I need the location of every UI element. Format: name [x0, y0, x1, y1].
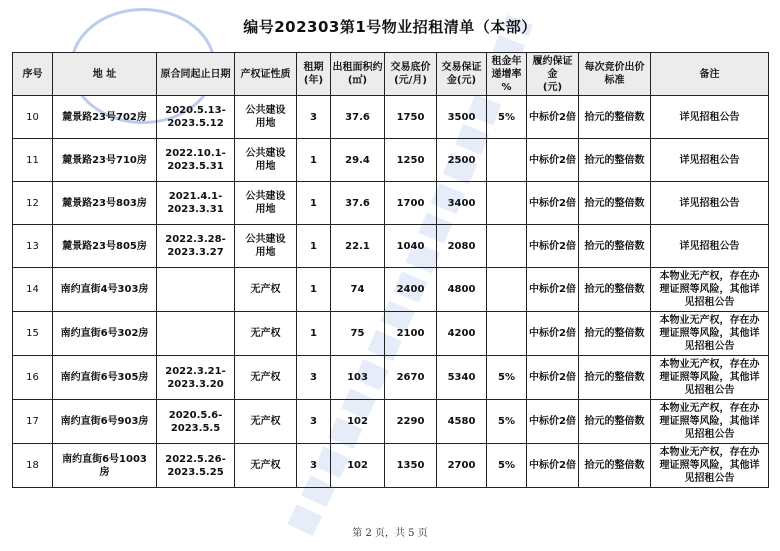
row-index: 15	[13, 312, 53, 356]
row-increase-rate	[487, 182, 527, 225]
row-performance-deposit: 中标价2倍	[527, 96, 579, 139]
row-performance-deposit: 中标价2倍	[527, 182, 579, 225]
row-remarks: 本物业无产权，存在办 理证照等风险，其他详 见招租公告	[651, 444, 769, 488]
header-contract-dates: 原合同起止日期	[157, 53, 235, 96]
row-property-cert: 无产权	[235, 400, 297, 444]
row-area: 74	[331, 268, 385, 312]
row-index: 16	[13, 356, 53, 400]
row-contract-dates	[157, 268, 235, 312]
row-performance-deposit: 中标价2倍	[527, 268, 579, 312]
row-base-price: 1750	[385, 96, 437, 139]
row-deposit: 3400	[437, 182, 487, 225]
table-row	[13, 225, 769, 268]
row-bid-standard: 拾元的整倍数	[579, 268, 651, 312]
row-area: 102	[331, 400, 385, 444]
row-address: 麓景路23号710房	[53, 139, 157, 182]
row-property-cert: 公共建设 用地	[235, 225, 297, 268]
row-remarks: 本物业无产权，存在办 理证照等风险，其他详 见招租公告	[651, 268, 769, 312]
row-address: 麓景路23号803房	[53, 182, 157, 225]
row-bid-standard: 拾元的整倍数	[579, 356, 651, 400]
row-contract-dates: 2021.4.1- 2023.3.31	[157, 182, 235, 225]
row-index: 12	[13, 182, 53, 225]
row-contract-dates: 2020.5.6- 2023.5.5	[157, 400, 235, 444]
row-increase-rate	[487, 139, 527, 182]
row-increase-rate	[487, 268, 527, 312]
row-index: 17	[13, 400, 53, 444]
row-area: 37.6	[331, 182, 385, 225]
table-row	[13, 268, 769, 312]
row-address: 南约直街6号305房	[53, 356, 157, 400]
row-term: 3	[297, 96, 331, 139]
row-address: 南约直街6号1003 房	[53, 444, 157, 488]
row-deposit: 4800	[437, 268, 487, 312]
row-base-price: 1350	[385, 444, 437, 488]
row-area: 22.1	[331, 225, 385, 268]
row-increase-rate: 5%	[487, 444, 527, 488]
row-bid-standard: 拾元的整倍数	[579, 182, 651, 225]
row-base-price: 2100	[385, 312, 437, 356]
row-area: 37.6	[331, 96, 385, 139]
row-property-cert: 无产权	[235, 312, 297, 356]
row-address: 麓景路23号805房	[53, 225, 157, 268]
row-contract-dates: 2020.5.13- 2023.5.12	[157, 96, 235, 139]
row-property-cert: 公共建设 用地	[235, 96, 297, 139]
row-deposit: 4580	[437, 400, 487, 444]
row-remarks: 详见招租公告	[651, 182, 769, 225]
row-contract-dates	[157, 312, 235, 356]
row-base-price: 1700	[385, 182, 437, 225]
table-body	[13, 96, 769, 488]
row-index: 10	[13, 96, 53, 139]
row-remarks: 详见招租公告	[651, 225, 769, 268]
row-remarks: 详见招租公告	[651, 139, 769, 182]
header-address: 地 址	[53, 53, 157, 96]
row-term: 3	[297, 356, 331, 400]
table-row	[13, 312, 769, 356]
row-term: 1	[297, 139, 331, 182]
row-increase-rate: 5%	[487, 356, 527, 400]
row-area: 102	[331, 444, 385, 488]
row-contract-dates: 2022.3.28- 2023.3.27	[157, 225, 235, 268]
row-term: 1	[297, 225, 331, 268]
row-base-price: 1040	[385, 225, 437, 268]
header-performance-deposit: 履约保证金 (元)	[527, 53, 579, 96]
table-row	[13, 356, 769, 400]
row-base-price: 2670	[385, 356, 437, 400]
header-area: 出租面积约 (㎡)	[331, 53, 385, 96]
row-deposit: 2700	[437, 444, 487, 488]
row-performance-deposit: 中标价2倍	[527, 400, 579, 444]
page-title: 编号202303第1号物业招租清单（本部）	[243, 18, 537, 36]
row-bid-standard: 拾元的整倍数	[579, 444, 651, 488]
row-increase-rate: 5%	[487, 96, 527, 139]
header-row	[13, 53, 769, 96]
table-row	[13, 444, 769, 488]
row-contract-dates: 2022.5.26- 2023.5.25	[157, 444, 235, 488]
row-performance-deposit: 中标价2倍	[527, 444, 579, 488]
page-footer: 第 2 页，共 5 页	[352, 528, 428, 539]
table-row	[13, 96, 769, 139]
row-property-cert: 无产权	[235, 268, 297, 312]
header-bid-standard: 每次竞价出价 标准	[579, 53, 651, 96]
row-deposit: 2080	[437, 225, 487, 268]
header-index: 序号	[13, 53, 53, 96]
row-address: 麓景路23号702房	[53, 96, 157, 139]
row-deposit: 2500	[437, 139, 487, 182]
row-index: 11	[13, 139, 53, 182]
row-property-cert: 公共建设 用地	[235, 139, 297, 182]
row-term: 1	[297, 268, 331, 312]
row-increase-rate	[487, 312, 527, 356]
row-base-price: 1250	[385, 139, 437, 182]
row-address: 南约直街6号903房	[53, 400, 157, 444]
row-base-price: 2290	[385, 400, 437, 444]
table-row	[13, 182, 769, 225]
header-property-cert: 产权证性质	[235, 53, 297, 96]
header-increase-rate: 租金年 递增率 %	[487, 53, 527, 96]
header-deposit: 交易保证 金(元)	[437, 53, 487, 96]
row-index: 18	[13, 444, 53, 488]
row-area: 29.4	[331, 139, 385, 182]
row-base-price: 2400	[385, 268, 437, 312]
row-address: 南约直街6号302房	[53, 312, 157, 356]
row-performance-deposit: 中标价2倍	[527, 139, 579, 182]
header-remarks: 备注	[651, 53, 769, 96]
row-property-cert: 无产权	[235, 356, 297, 400]
row-property-cert: 无产权	[235, 444, 297, 488]
row-deposit: 5340	[437, 356, 487, 400]
row-increase-rate: 5%	[487, 400, 527, 444]
row-property-cert: 公共建设 用地	[235, 182, 297, 225]
row-performance-deposit: 中标价2倍	[527, 356, 579, 400]
row-address: 南约直街4号303房	[53, 268, 157, 312]
row-bid-standard: 拾元的整倍数	[579, 312, 651, 356]
row-index: 14	[13, 268, 53, 312]
row-contract-dates: 2022.10.1- 2023.5.31	[157, 139, 235, 182]
row-contract-dates: 2022.3.21- 2023.3.20	[157, 356, 235, 400]
row-remarks: 本物业无产权，存在办 理证照等风险，其他详 见招租公告	[651, 312, 769, 356]
row-area: 103	[331, 356, 385, 400]
row-term: 1	[297, 182, 331, 225]
row-term: 1	[297, 312, 331, 356]
table-row	[13, 400, 769, 444]
row-remarks: 本物业无产权，存在办 理证照等风险，其他详 见招租公告	[651, 356, 769, 400]
row-deposit: 4200	[437, 312, 487, 356]
row-area: 75	[331, 312, 385, 356]
row-deposit: 3500	[437, 96, 487, 139]
row-index: 13	[13, 225, 53, 268]
header-term: 租期 (年)	[297, 53, 331, 96]
row-bid-standard: 拾元的整倍数	[579, 139, 651, 182]
row-increase-rate	[487, 225, 527, 268]
row-performance-deposit: 中标价2倍	[527, 225, 579, 268]
row-remarks: 详见招租公告	[651, 96, 769, 139]
row-performance-deposit: 中标价2倍	[527, 312, 579, 356]
table-row	[13, 139, 769, 182]
row-remarks: 本物业无产权，存在办 理证照等风险，其他详 见招租公告	[651, 400, 769, 444]
row-bid-standard: 拾元的整倍数	[579, 96, 651, 139]
rental-listing-table	[12, 52, 769, 488]
row-bid-standard: 拾元的整倍数	[579, 225, 651, 268]
row-term: 3	[297, 444, 331, 488]
header-base-price: 交易底价 (元/月)	[385, 53, 437, 96]
row-bid-standard: 拾元的整倍数	[579, 400, 651, 444]
row-term: 3	[297, 400, 331, 444]
